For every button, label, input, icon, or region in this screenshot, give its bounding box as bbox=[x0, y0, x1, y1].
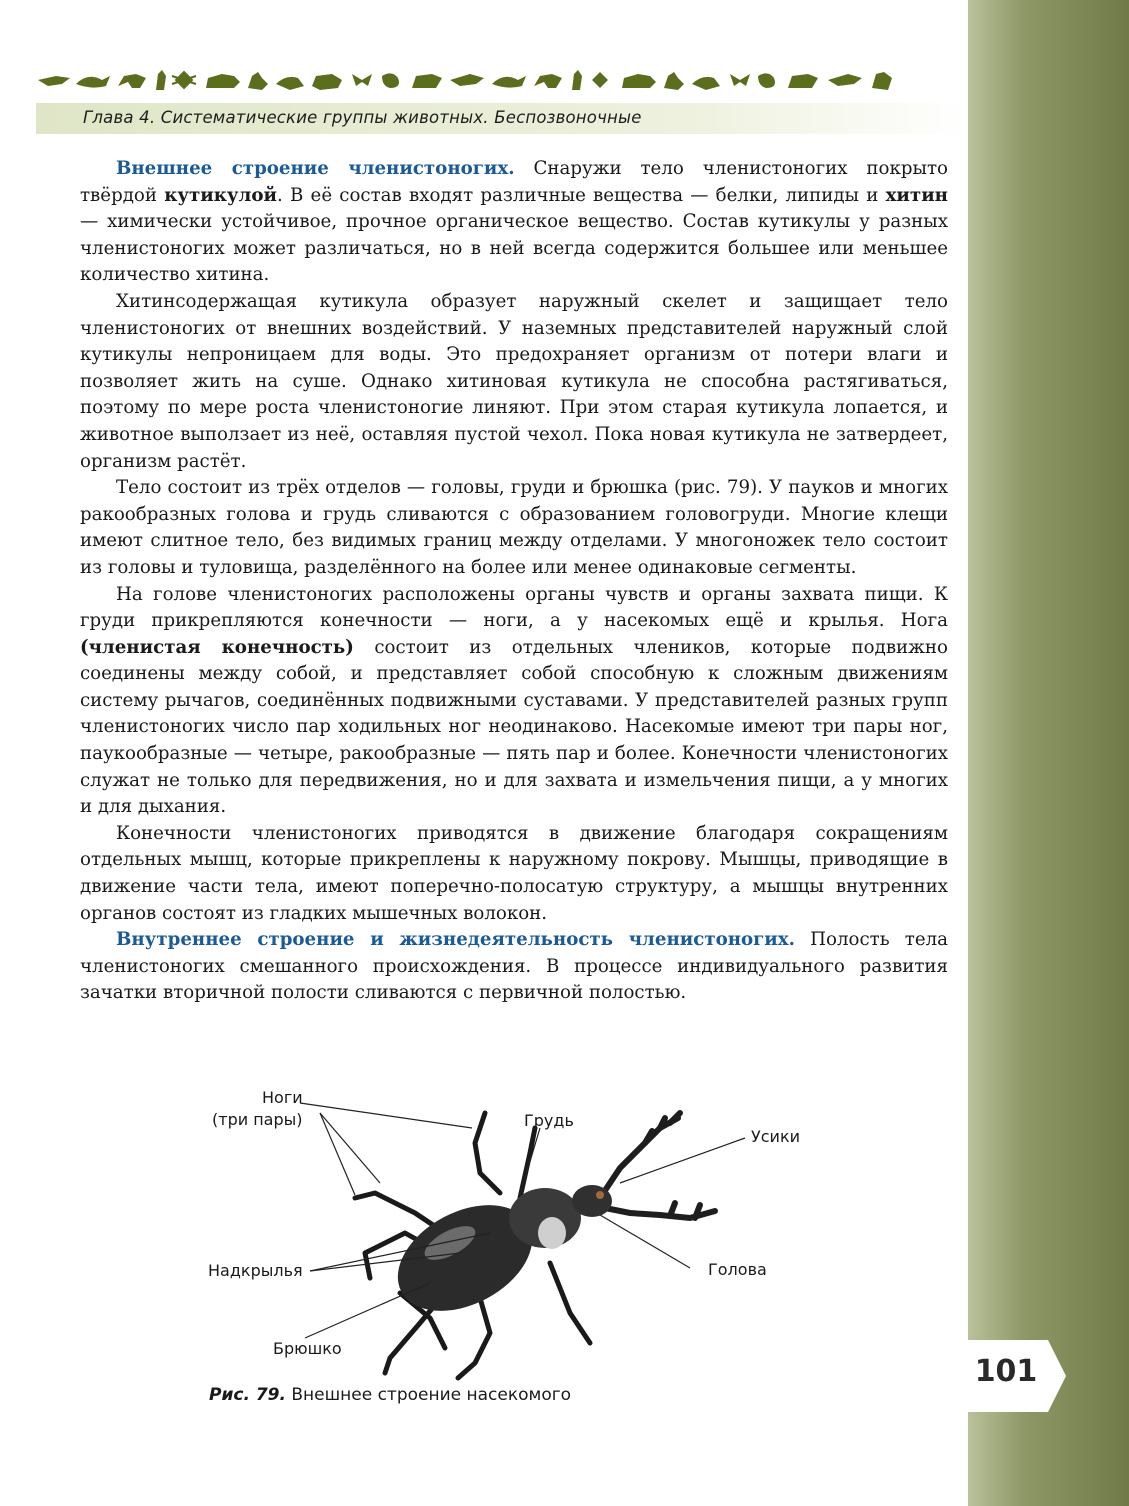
body-text bbox=[80, 156, 948, 1007]
figure-beetle bbox=[200, 1083, 820, 1383]
side-color-band bbox=[968, 0, 1129, 1506]
term-cuticle: кутикулой bbox=[164, 184, 277, 206]
paragraph-6: Внутреннее строение и жизнедеятельность членистоногих. Полость тела членистоногих смешанного происхождения. В процессе индивидуального развития зачатки вторичной полости сливаются с первичной полостью. bbox=[80, 929, 948, 1004]
paragraph-2: Хитинсодержащая кутикула образует наружный скелет и защищает тело членистоногих от внешних воздействий. У наземных представителей наружный слой кутикулы непроницаем для воды. Это предохраняет организм от потери влаги и позволяет жить на суше. Однако хитиновая кутикула не способна растягиваться, поэтому по мере роста членистоногие линяют. При этом старая кутикула лопается, и животное выползает из неё, оставляя пустой чехол. Пока новая кутикула не затвердеет, организм растёт. bbox=[80, 290, 948, 472]
label-elytra: Надкрылья bbox=[208, 1261, 303, 1280]
paragraph-5: Конечности членистоногих приводятся в движение благодаря сокращениям отдельных мышц, которые прикреплены к наружному покрову. Мышцы, приводящие в движение части тела, имеют поперечно-полосатую структуру, а мышцы внутренних органов состоят из гладких мышечных волокон. bbox=[80, 822, 948, 924]
paragraph-3: Тело состоит из трёх отделов — головы, груди и брюшка (рис. 79). У пауков и многих ракообразных голова и грудь сливаются с образованием головогруди. Многие клещи имеют слитное тело, без видимых границ между отделами. У многоножек тело состоит из головы и туловища, разделённого на более или менее одинаковые сегменты. bbox=[80, 477, 948, 578]
section-heading-external: Внешнее строение членистоногих. bbox=[116, 158, 515, 179]
section-heading-internal: Внутреннее строение и жизнедеятельность членистоногих. bbox=[116, 929, 795, 951]
page-number: 101 bbox=[974, 1354, 1038, 1389]
animal-silhouettes-strip bbox=[36, 66, 898, 94]
beetle-head bbox=[572, 1185, 612, 1217]
term-chitin: хитин bbox=[885, 184, 948, 206]
label-legs: Ноги bbox=[262, 1088, 303, 1107]
label-head: Голова bbox=[708, 1260, 767, 1279]
label-antennae: Усики bbox=[751, 1127, 801, 1146]
label-legs-count: (три пары) bbox=[212, 1110, 303, 1129]
paragraph-4: На голове членистоногих расположены органы чувств и органы захвата пищи. К груди прикрепляются конечности — ноги, а у насекомых ещё и крылья. Нога (членистая конечность) состоит из отдельных члеников, которые подвижно соединены между собой, и представляет собой способную к сложным движениям систему рычагов, соединённых подвижными суставами. У представителей разных групп членистоногих число пар ходильных ног неодинаково. Насекомые имеют три пары ног, паукообразные — четыре, ракообразные — пять пар и более. Конечности членистоногих служат не только для передвижения, но и для захвата и измельчения пищи, а у многих и для дыхания. bbox=[80, 583, 948, 818]
label-abdomen: Брюшко bbox=[273, 1339, 342, 1358]
chapter-title: Глава 4. Систематические группы животных. Беспозвоночные bbox=[83, 108, 642, 127]
term-jointed-limb: (членистая конечность) bbox=[80, 636, 354, 658]
label-thorax: Грудь bbox=[524, 1111, 574, 1130]
figure-caption: Рис. 79. Внешнее строение насекомого bbox=[209, 1385, 572, 1405]
paragraph-1: Внешнее строение членистоногих. Снаружи тело членистоногих покрыто твёрдой кутикулой. В её состав входят различные вещества — белки, липиды и хитин — химически устойчивое, прочное органическое вещество. Состав кутикулы у разных членистоногих может различаться, но в ней всегда содержится большее или меньшее количество хитина. bbox=[80, 158, 948, 286]
figure-number: Рис. 79. bbox=[209, 1385, 286, 1405]
